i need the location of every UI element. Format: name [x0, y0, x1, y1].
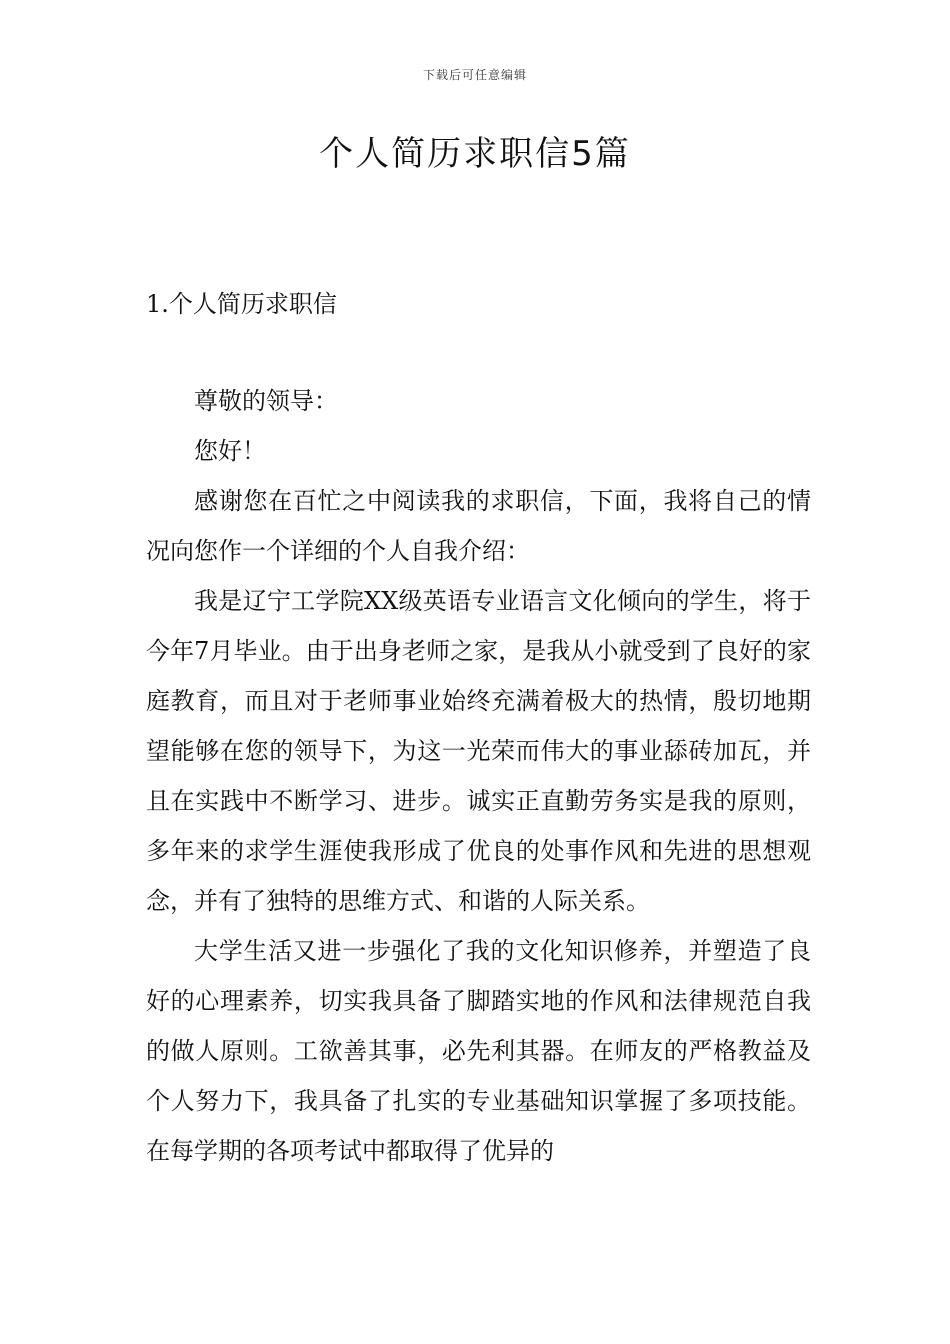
body-paragraph: 我是辽宁工学院XX级英语专业语言文化倾向的学生，将于今年7月毕业。由于出身老师之家，是我从小就受到了良好的家庭教育，而且对于老师事业始终充满着极大的热情，殷切地期望能够在您的领导下，为这一光荣而伟大的事业舔砖加瓦，并且在实践中不断学习、进步。诚实正直勤劳务实是我的原则，多年来的求学生涯使我形成了优良的处事作风和先进的思想观念，并有了独特的思维方式、和谐的人际关系。	[146, 587, 811, 915]
greeting: 您好！	[194, 437, 266, 465]
section-heading: 1.个人简历求职信	[146, 290, 337, 318]
letter-body	[146, 376, 811, 1176]
body-paragraph: 大学生活又进一步强化了我的文化知识修养，并塑造了良好的心理素养，切实我具备了脚踏实地的作风和法律规范自我的做人原则。工欲善其事，必先利其器。在师友的严格教益及个人努力下，我具备了扎实的专业基础知识掌握了多项技能。在每学期的各项考试中都取得了优异的	[146, 937, 811, 1165]
body-paragraph: 感谢您在百忙之中阅读我的求职信，下面，我将自己的情况向您作一个详细的个人自我介绍：	[146, 487, 811, 565]
salutation: 尊敬的领导：	[194, 387, 338, 415]
document-title: 个人简历求职信5篇	[319, 134, 631, 174]
header-note: 下载后可任意编辑	[422, 68, 527, 82]
